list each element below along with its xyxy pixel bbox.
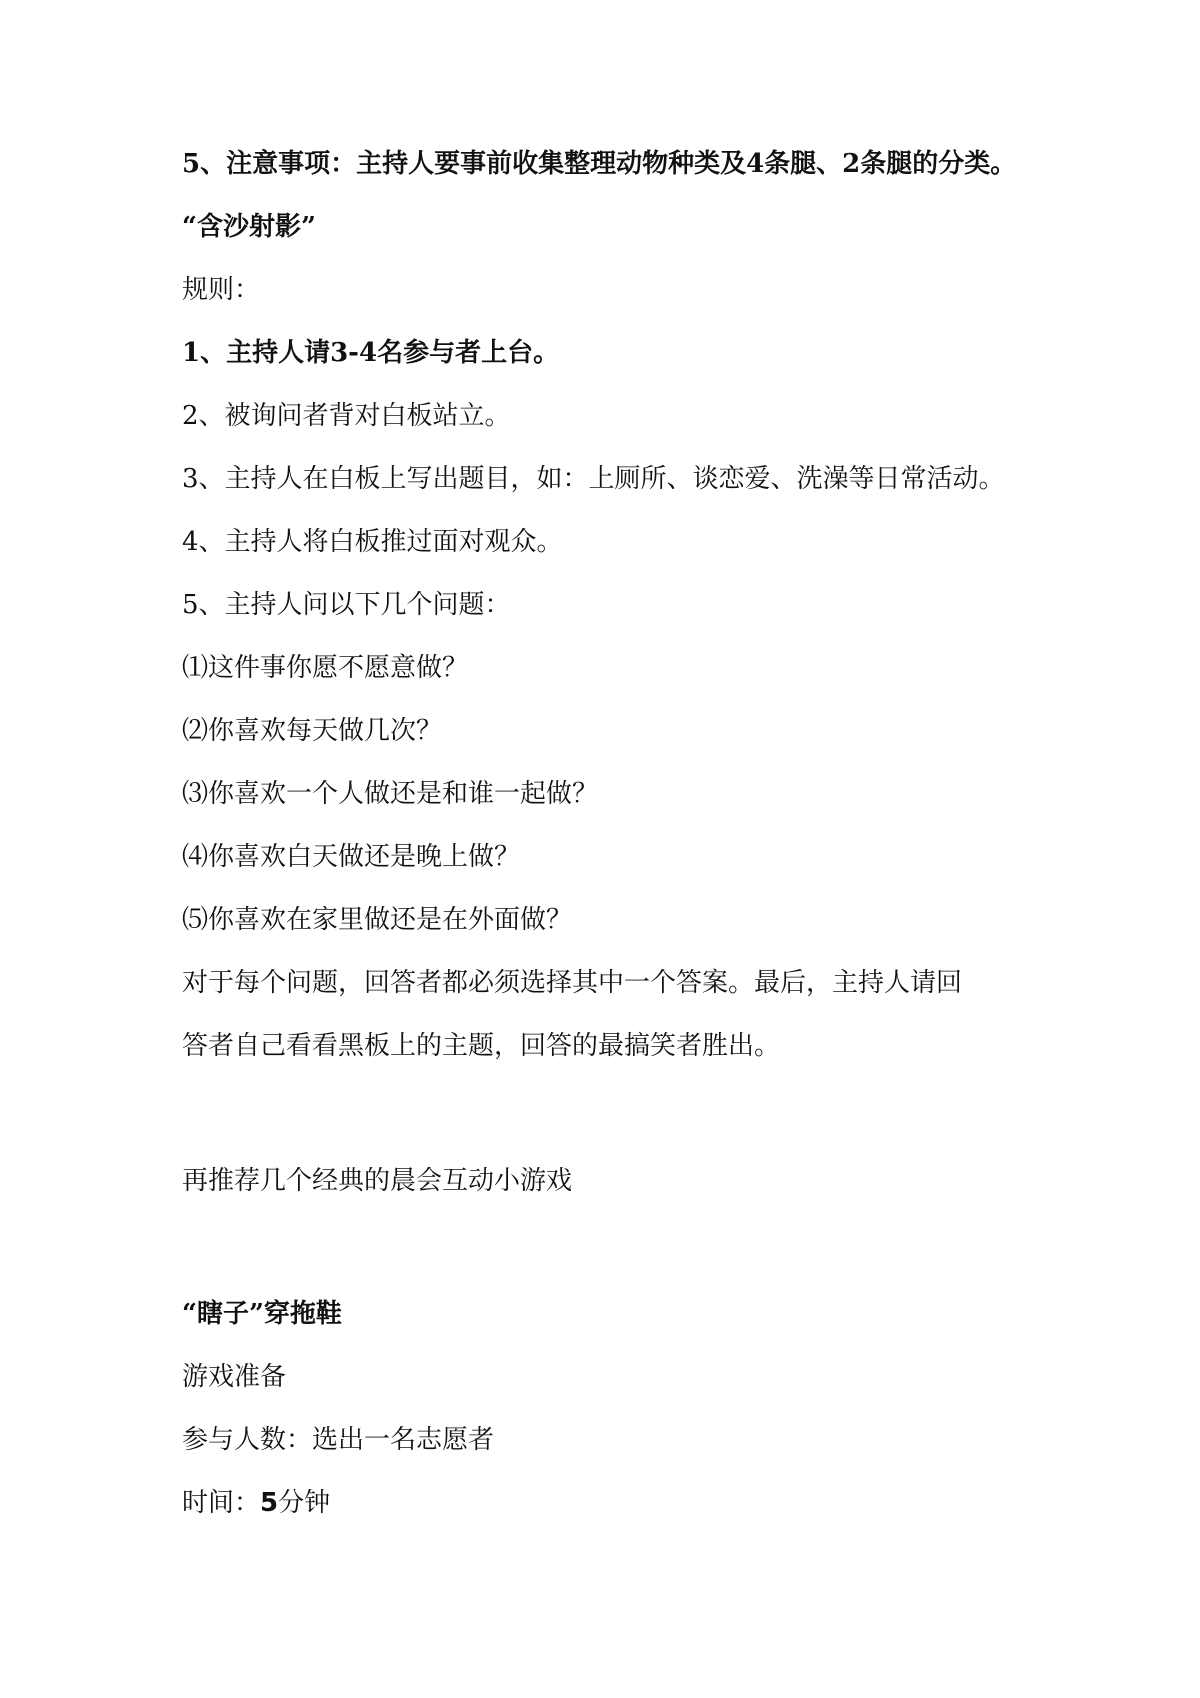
text-line: 参与人数：选出一名志愿者 bbox=[182, 1425, 495, 1455]
text-line: ⑵你喜欢每天做几次？ bbox=[182, 716, 443, 746]
text-line: 游戏准备 bbox=[182, 1362, 287, 1392]
text-line: 5、注意事项：主持人要事前收集整理动物种类及4条腿、2条腿的分类。 bbox=[182, 149, 1017, 179]
section-heading: 再推荐几个经典的晨会互动小游戏 bbox=[182, 1166, 573, 1196]
text-line: ⑴这件事你愿不愿意做？ bbox=[182, 653, 469, 683]
time-label: 时间： bbox=[182, 1488, 261, 1518]
text-line: 对于每个问题，回答者都必须选择其中一个答案。最后，主持人请回 bbox=[182, 968, 963, 998]
text-line: “含沙射影” bbox=[182, 212, 316, 242]
text-line: ⑷你喜欢白天做还是晚上做？ bbox=[182, 842, 521, 872]
text-line: 1、主持人请3-4名参与者上台。 bbox=[182, 338, 560, 368]
text-line: 3、主持人在白板上写出题目，如：上厕所、谈恋爱、洗澡等日常活动。 bbox=[182, 464, 1005, 494]
game-title: “瞎子”穿拖鞋 bbox=[182, 1299, 342, 1329]
text-line: 2、被询问者背对白板站立。 bbox=[182, 401, 511, 431]
text-line: 规则： bbox=[182, 275, 261, 305]
time-unit: 分钟 bbox=[278, 1488, 331, 1518]
text-line: ⑶你喜欢一个人做还是和谁一起做？ bbox=[182, 779, 599, 809]
text-line: 4、主持人将白板推过面对观众。 bbox=[182, 527, 563, 557]
text-line: ⑸你喜欢在家里做还是在外面做？ bbox=[182, 905, 573, 935]
text-line: 答者自己看看黑板上的主题，回答的最搞笑者胜出。 bbox=[182, 1031, 781, 1061]
time-value: 5 bbox=[260, 1488, 279, 1518]
time-line bbox=[182, 1485, 1082, 1521]
text-line: 5、主持人问以下几个问题： bbox=[182, 590, 511, 620]
